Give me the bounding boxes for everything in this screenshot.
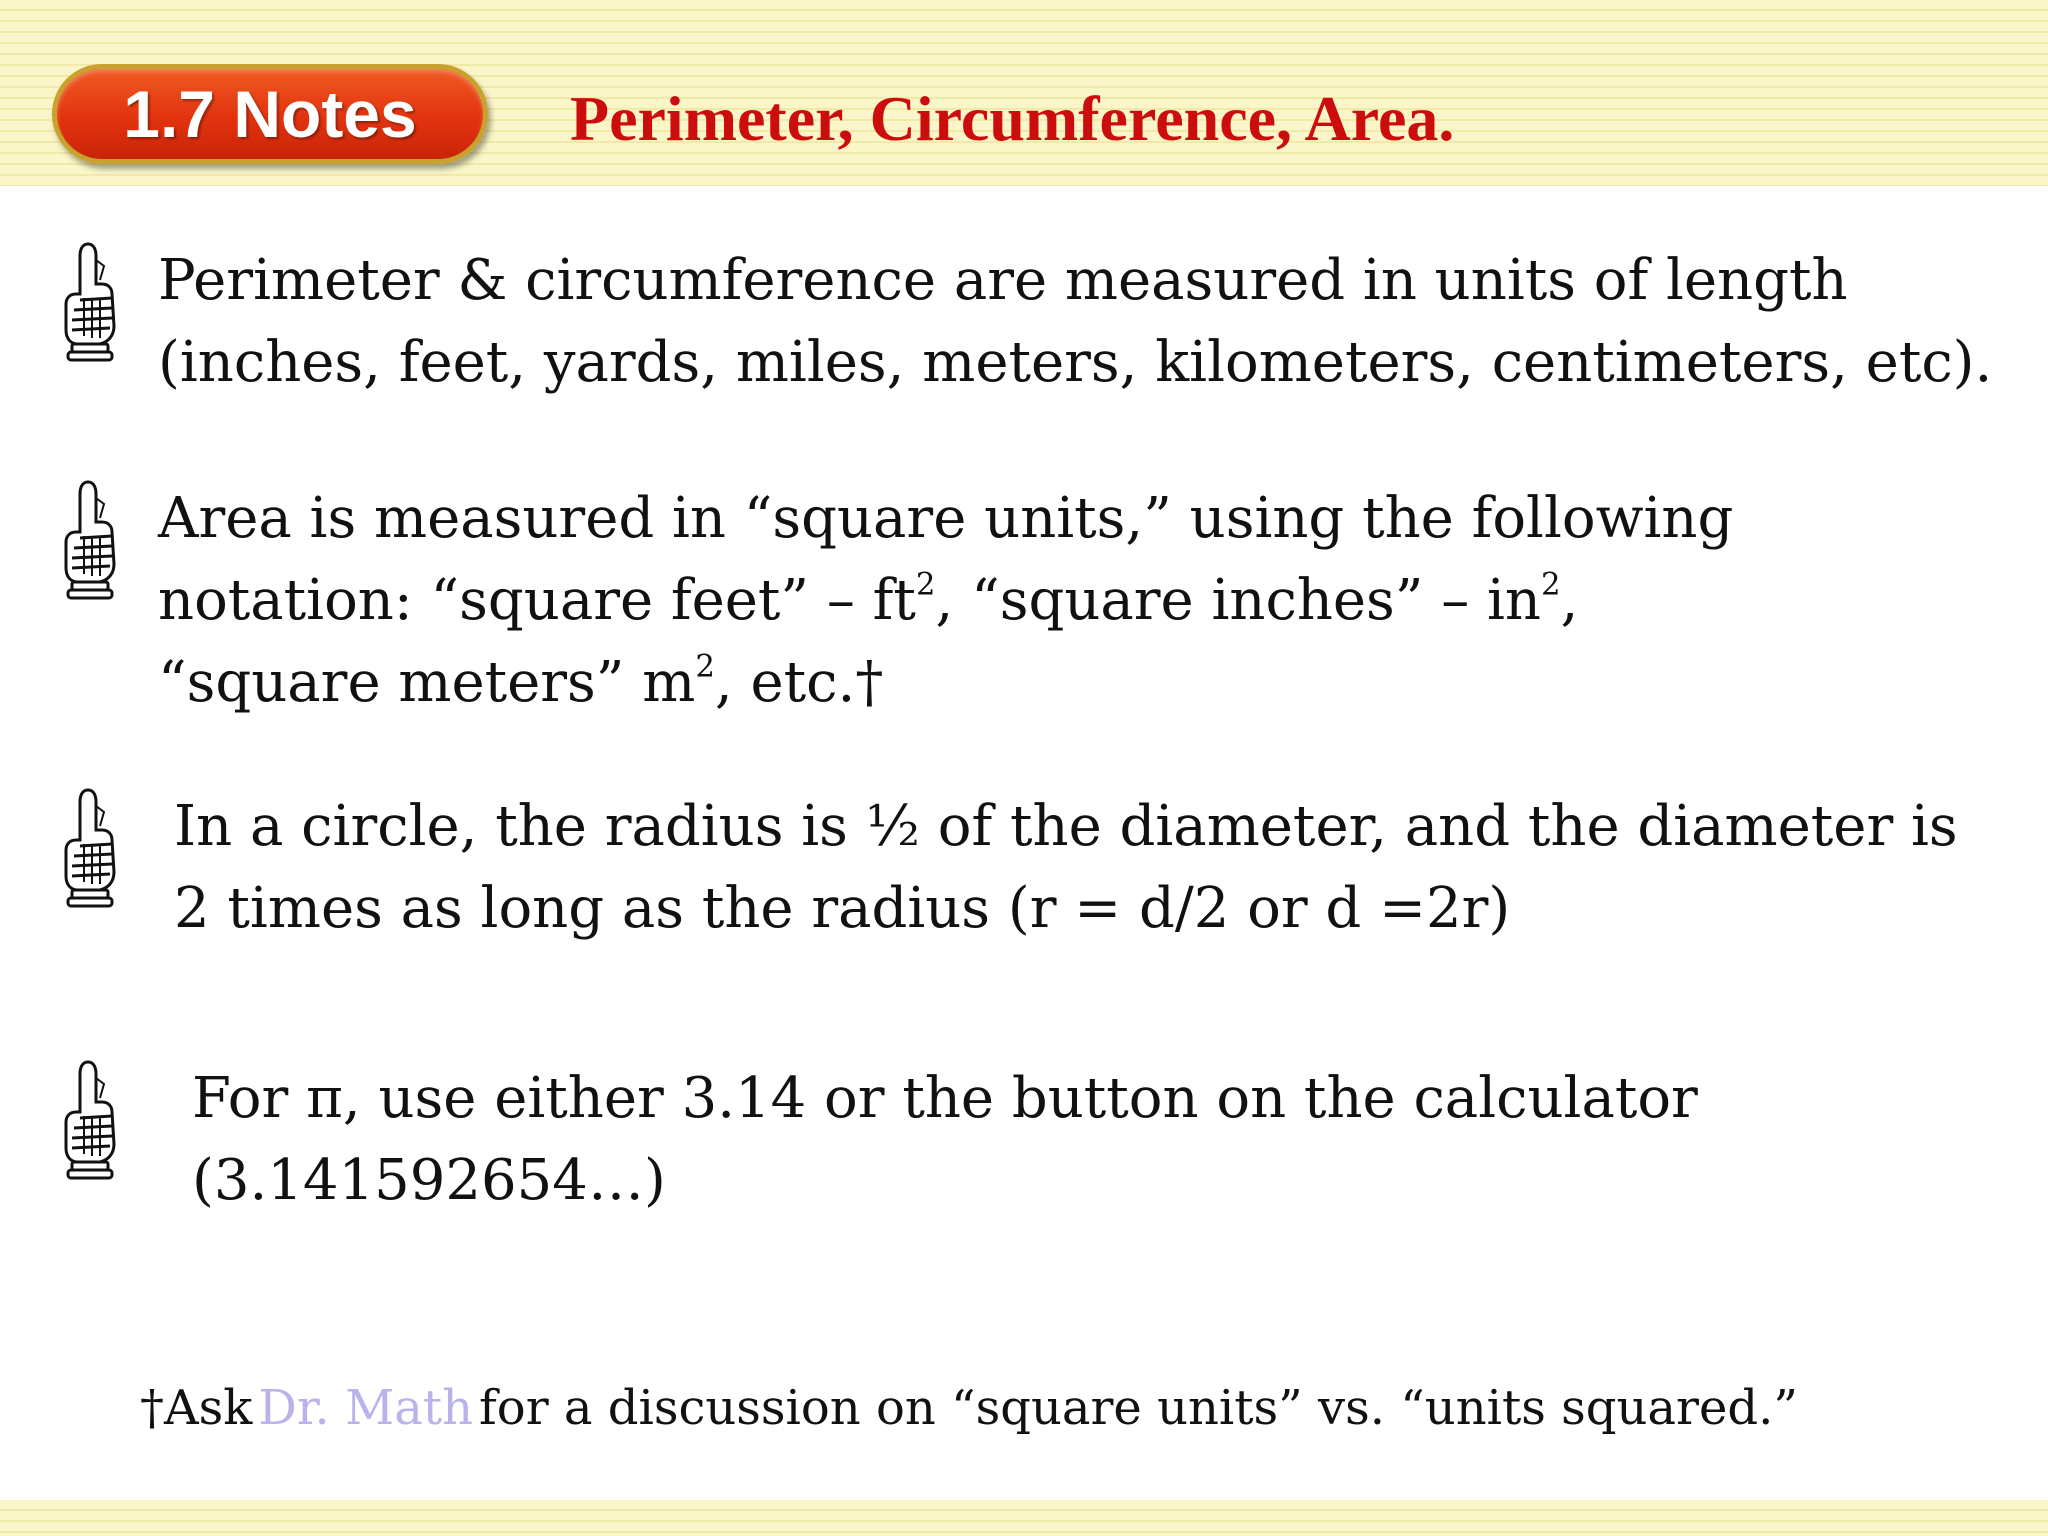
footnote-suffix: for a discussion on “square units” vs. “units squared.”: [479, 1380, 1798, 1436]
bullet-4-line-1: For π, use either 3.14 or the button on the calculator: [192, 1066, 1698, 1131]
superscript: 2: [915, 566, 936, 603]
pointing-hand-icon: [58, 478, 122, 602]
footnote: [140, 1380, 1798, 1436]
text-segment: notation: “square feet” – ft: [158, 568, 916, 633]
bullet-1-line-1: Perimeter & circumference are measured in units of length: [158, 248, 1848, 313]
text-segment: ,: [1560, 568, 1579, 633]
bullet-2-line-2: [158, 560, 1578, 642]
bullet-1-line-2: (inches, feet, yards, miles, meters, kilometers, centimeters, etc).: [158, 330, 1993, 395]
pointing-hand-icon: [58, 786, 122, 910]
footnote-prefix: †Ask: [140, 1380, 253, 1436]
text-segment: , etc.†: [714, 650, 884, 715]
text-segment: “square meters” m: [158, 650, 696, 715]
bullet-4-line-2: (3.141592654…): [192, 1148, 666, 1213]
bullet-2-line-3: [158, 642, 883, 724]
dr-math-link[interactable]: Dr. Math: [258, 1380, 474, 1436]
bullet-3-line-2: 2 times as long as the radius (r = d/2 or d =2r): [174, 876, 1511, 941]
page-title: Perimeter, Circumference, Area.: [570, 83, 1455, 154]
bullet-3-line-1: In a circle, the radius is ½ of the diameter, and the diameter is: [174, 794, 1958, 859]
notes-badge: [52, 64, 488, 164]
footer-band: [0, 1500, 2048, 1536]
superscript: 2: [695, 648, 715, 685]
pointing-hand-icon: [58, 240, 122, 364]
pointing-hand-icon: [58, 1058, 122, 1182]
notes-badge-label: 1.7 Notes: [123, 77, 417, 151]
text-segment: , “square inches” – in: [935, 568, 1541, 633]
superscript: 2: [1540, 566, 1561, 603]
bullet-2-line-1: Area is measured in “square units,” using the following: [158, 486, 1734, 551]
